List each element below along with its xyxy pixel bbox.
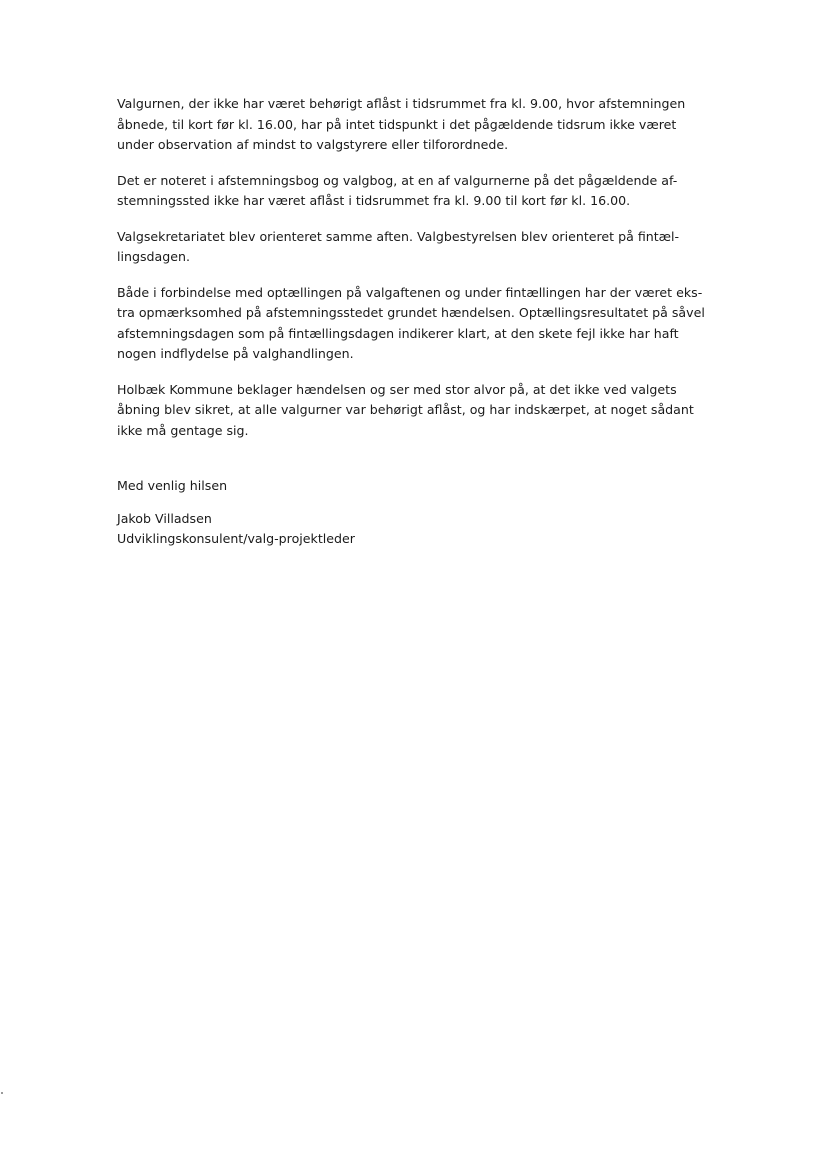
paragraph-counting-attention (117, 283, 723, 365)
text-line: tra opmærksomhed på afstemningsstedet grundet hændelsen. Optællingsresultatet på såvel (117, 305, 705, 320)
paragraph-municipality-regrets (117, 380, 723, 442)
paragraph-noted-in-books (117, 171, 723, 212)
text-line: under observation af mindst to valgstyrere eller tilforordnede. (117, 137, 509, 152)
text-line: Både i forbindelse med optællingen på valgaftenen og under fintællingen har der været eks- (117, 284, 703, 300)
text-line: Det er noteret i afstemningsbog og valgbog, at en af valgurnerne på det pågældende af- (117, 172, 678, 188)
signature-block (117, 509, 723, 550)
text-line: åbnede, til kort før kl. 16.00, har på intet tidspunkt i det pågældende tidsrum ikke været (117, 116, 677, 132)
letter-closing (117, 476, 723, 550)
text-line: Valgurnen, der ikke har været behørigt aflåst i tidsrummet fra kl. 9.00, hvor afstemningen (117, 96, 686, 111)
closing-greeting: Med venlig hilsen (117, 478, 228, 493)
signer-title: Udviklingskonsulent/valg-projektleder (117, 531, 355, 546)
text-line: stemningssted ikke har været aflåst i tidsrummet fra kl. 9.00 til kort før kl. 16.00. (117, 193, 631, 208)
paragraph-secretariat-informed (117, 227, 723, 268)
paragraph-ballot-box-unlocked (117, 94, 723, 156)
text-line: åbning blev sikret, at alle valgurner var behørigt aflåst, og har indskærpet, at noget sådant (117, 402, 694, 417)
signer-name: Jakob Villadsen (117, 510, 212, 526)
text-line: Holbæk Kommune beklager hændelsen og ser med stor alvor på, at det ikke ved valgets (117, 381, 677, 397)
text-line: Valgsekretariatet blev orienteret samme aften. Valgbestyrelsen blev orienteret på fintæl- (117, 228, 680, 244)
text-line: afstemningsdagen som på fintællingsdagen indikerer klart, at den skete fejl ikke har haft (117, 325, 679, 341)
text-line: nogen indflydelse på valghandlingen. (117, 346, 354, 361)
scan-speck (1, 1092, 3, 1094)
letter-body (117, 94, 723, 550)
text-line: ikke må gentage sig. (117, 422, 249, 438)
text-line: lingsdagen. (117, 249, 190, 264)
